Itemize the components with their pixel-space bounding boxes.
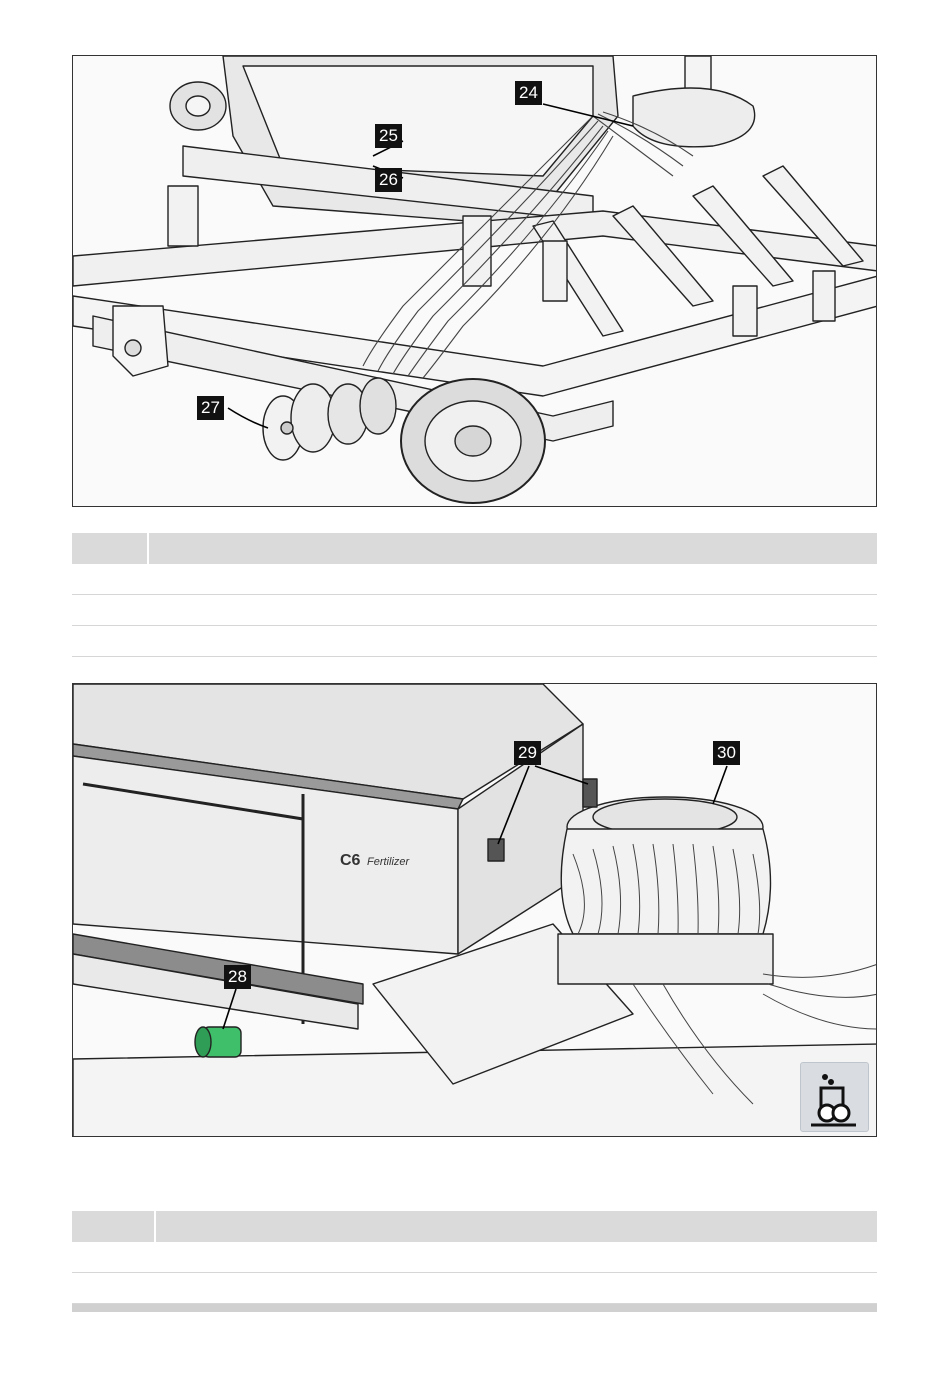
seed-drill-frame-drawing [73, 56, 877, 507]
legend-table-bottom [72, 1211, 877, 1312]
seed-drill-mode-icon [800, 1062, 869, 1132]
callout-27: 27 [197, 396, 224, 420]
header-cell-number [72, 533, 149, 564]
callout-26: 26 [375, 168, 402, 192]
table-row [72, 626, 877, 657]
table-row [72, 564, 877, 595]
callout-30: 30 [713, 741, 740, 765]
legend-table-top [72, 533, 877, 657]
hopper-distributor-drawing [73, 684, 877, 1137]
hopper-panel-label: C6 [340, 852, 361, 869]
table-header [72, 1211, 877, 1242]
table-end-bar [72, 1304, 877, 1312]
table-header [72, 533, 877, 564]
callout-29: 29 [514, 741, 541, 765]
hopper-panel-brand: Fertilizer [367, 856, 410, 868]
callout-25: 25 [375, 124, 402, 148]
machine-illustration-top [72, 55, 877, 507]
table-row [72, 595, 877, 626]
machine-illustration-bottom [72, 683, 877, 1137]
header-cell-number [72, 1211, 156, 1242]
callout-24: 24 [515, 81, 542, 105]
table-row [72, 1273, 877, 1304]
table-row [72, 1242, 877, 1273]
callout-28: 28 [224, 965, 251, 989]
